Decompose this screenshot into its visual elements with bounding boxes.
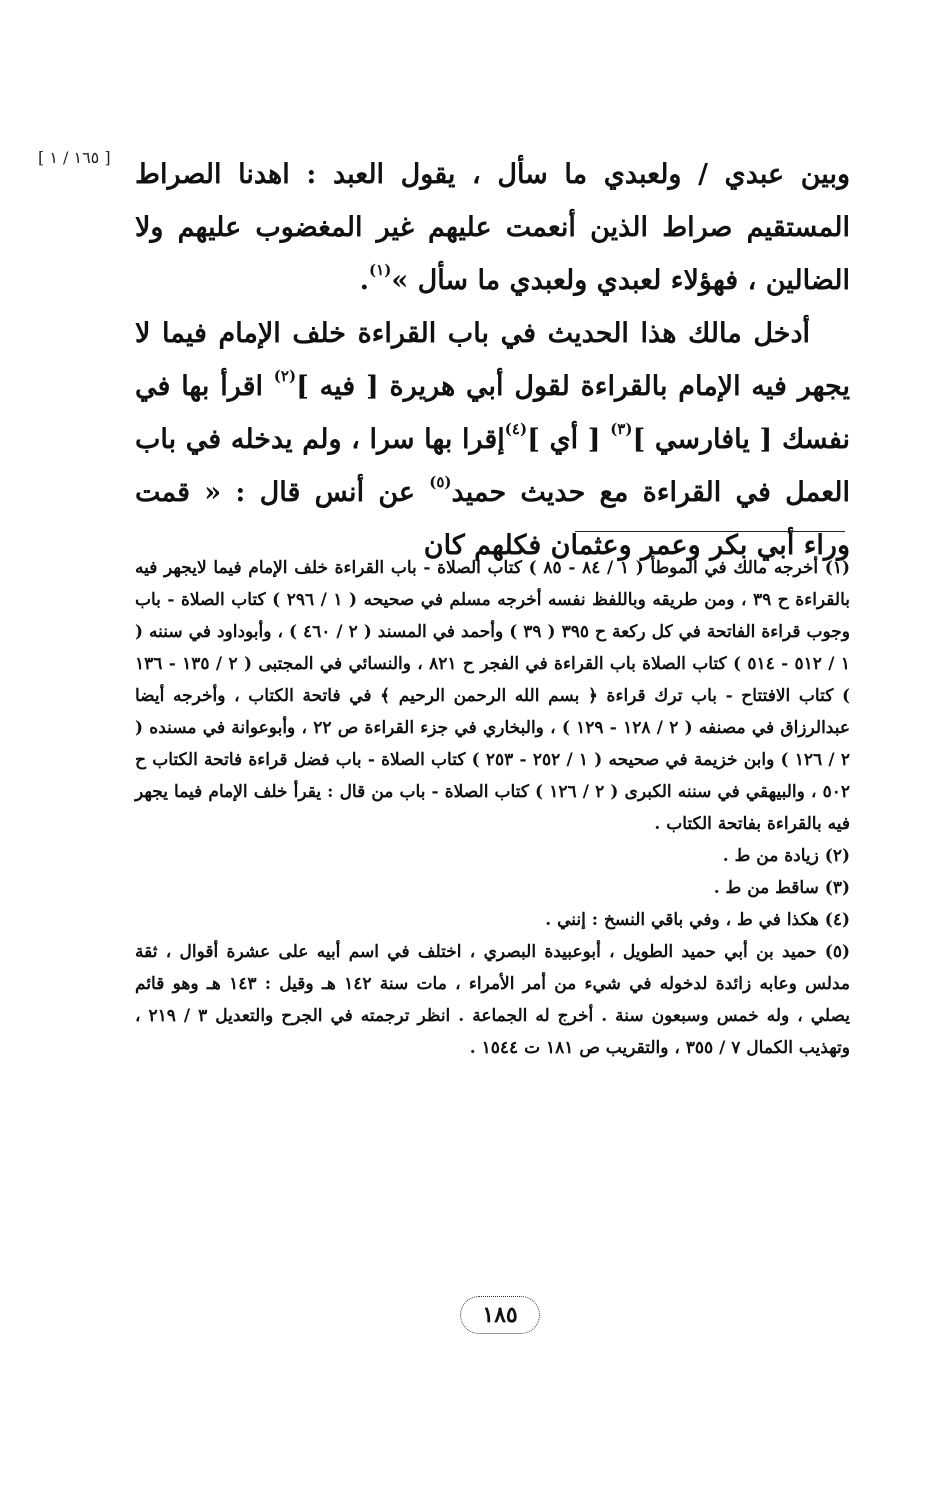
footnotes: [135, 552, 850, 1064]
paragraph-2: [135, 307, 850, 572]
main-text: [135, 148, 850, 572]
paragraph-2-text-b: اقرأ بها في نفسك [ يافارسي ]: [135, 371, 850, 455]
footnote-3: (٣) ساقط من ط .: [713, 878, 850, 898]
footnote-ref-2: (٢): [273, 367, 297, 385]
paragraph-1: [135, 148, 850, 307]
paragraph-1-text: وبين عبدي / ولعبدي ما سأل ، يقول العبد : اهدنا الصراط المستقيم صراط الذين أنعمت عليهم غير المغضوب عليهم ولا الضالين ، فهؤلاء لعبدي ولعبدي ما سأل »: [135, 159, 850, 296]
margin-reference: [ ١٦٥ / ١ ]: [38, 148, 111, 167]
paragraph-2-text-e: عن أنس قال : « قمت وراء أبي بكر وعمر وعثمان فكلهم كان: [135, 477, 850, 561]
paragraph-2-text-c: [ أي ]: [527, 424, 611, 455]
footnote-ref-4: (٤): [504, 420, 528, 438]
footnote-1: (١) أخرجه مالك في الموطأ ( ١ / ٨٤ - ٨٥ ) كتاب الصلاة - باب القراءة خلف الإمام فيما لايجهر فيه بالقراءة ح ٣٩ ، ومن طريقه وباللفظ نفسه أخرجه مسلم في صحيحه ( ١ / ٢٩٦ ) كتاب الصلاة - باب وجوب قراءة الفاتحة في كل ركعة ح ٣٩٥ ( ٣٩ ) وأحمد في المسند ( ٢ / ٤٦٠ ) ، وأبوداود في سننه ( ١ / ٥١٢ - ٥١٤ ) كتاب الصلاة باب القراءة في الفجر ح ٨٢١ ، والنسائي في المجتبى ( ٢ / ١٣٥ - ١٣٦ ) كتاب الافتتاح - باب ترك قراءة ﴿ بسم الله الرحمن الرحيم ﴾ في فاتحة الكتاب ، وأخرجه أيضا عبدالرزاق في مصنفه ( ٢ / ١٢٨ - ١٢٩ ) ، والبخاري في جزء القراءة ص ٢٢ ، وأبوعوانة في مسنده ( ٢ / ١٢٦ ) وابن خزيمة في صحيحه ( ١ / ٢٥٢ - ٢٥٣ ) كتاب الصلاة - باب فضل قراءة فاتحة الكتاب ح ٥٠٢ ، والبيهقي في سننه الكبرى ( ٢ / ١٢٦ ) كتاب الصلاة - باب من قال : يقرأ خلف الإمام فيما يجهر فيه بالقراءة بفاتحة الكتاب .: [135, 558, 851, 834]
footnote-4: (٤) هكذا في ط ، وفي باقي النسخ : إنني .: [545, 910, 850, 930]
paragraph-1-end: .: [359, 265, 370, 296]
page-number: ١٨٥: [460, 1296, 540, 1334]
footnote-5: (٥) حميد بن أبي حميد الطويل ، أبوعبيدة البصري ، اختلف في اسم أبيه على عشرة أقوال ، ثقة مدلس وعابه زائدة لدخوله في شيء من أمر الأمراء ، مات سنة ١٤٢ هـ وقيل : ١٤٣ هـ وهو قائم يصلي ، وله خمس وسبعون سنة . أخرج له الجماعة . انظر ترجمته في الجرح والتعديل ٣ / ٢١٩ ، وتهذيب الكمال ٧ / ٣٥٥ ، والتقريب ص ١٨١ ت ١٥٤٤ .: [135, 942, 851, 1058]
footnote-divider: [575, 531, 845, 532]
footnote-ref-5: (٥): [429, 473, 452, 491]
footnote-ref-3: (٣): [610, 420, 633, 438]
paragraph-2-text-a: أدخل مالك هذا الحديث في باب القراءة خلف الإمام فيما لا يجهر فيه الإمام بالقراءة لقول أبي هريرة [ فيه ]: [135, 318, 850, 402]
paragraph-2-text-d: إقرا بها سرا ، ولم يدخله في باب العمل في القراءة مع حديث حميد: [135, 424, 850, 508]
footnote-ref-1: (١): [369, 261, 392, 279]
footnote-2: (٢) زيادة من ط .: [722, 846, 850, 866]
